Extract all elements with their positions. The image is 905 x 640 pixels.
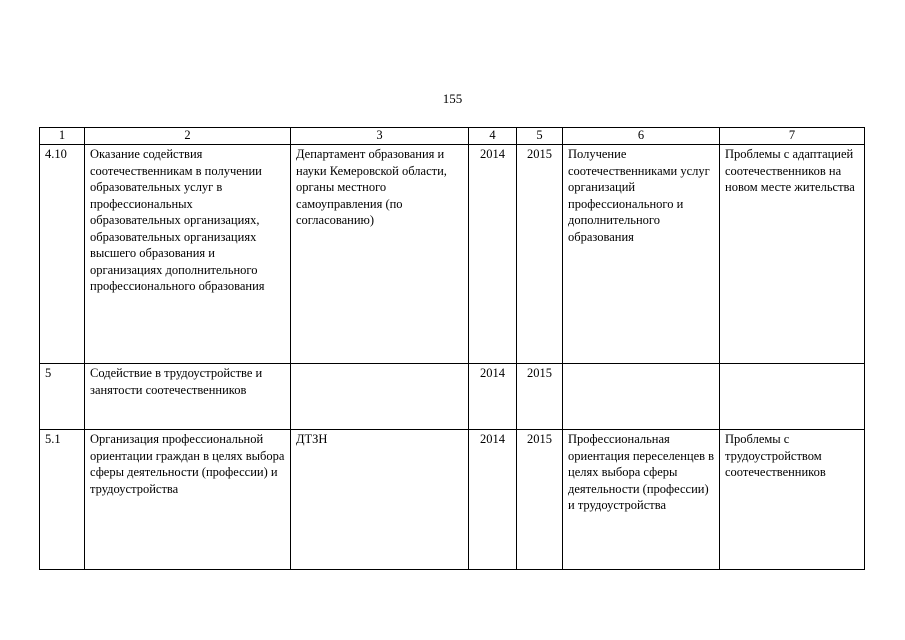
activity-cell: Организация профессиональной ориентации граждан в целях выбора сферы деятельности (профессии) и трудоустройства [85,430,291,570]
executor-cell: Департамент образования и науки Кемеровской области, органы местного самоуправления (по согласованию) [291,145,469,364]
column-header: 1 [40,128,85,145]
risk-cell [720,364,865,430]
executor-cell [291,364,469,430]
table-header-row [40,128,865,145]
executor-cell: ДТЗН [291,430,469,570]
column-header: 7 [720,128,865,145]
program-table [39,127,865,570]
row-number-cell: 5.1 [40,430,85,570]
result-cell: Получение соотечественниками услуг организаций профессионального и дополнительного образования [563,145,720,364]
activity-cell: Оказание содействия соотечественникам в получении образовательных услуг в профессиональных образовательных организациях, образовательных организациях высшего образования и организациях дополнительного профессионального образования [85,145,291,364]
end-year-cell: 2015 [517,430,563,570]
start-year-cell: 2014 [469,145,517,364]
risk-cell: Проблемы с адаптацией соотечественников на новом месте жительства [720,145,865,364]
row-number-cell: 5 [40,364,85,430]
row-number-cell: 4.10 [40,145,85,364]
activity-cell: Содействие в трудоустройстве и занятости соотечественников [85,364,291,430]
risk-cell: Проблемы с трудоустройством соотечественников [720,430,865,570]
end-year-cell: 2015 [517,145,563,364]
column-header: 2 [85,128,291,145]
table-row [40,364,865,430]
start-year-cell: 2014 [469,430,517,570]
table-row [40,430,865,570]
column-header: 5 [517,128,563,145]
column-header: 4 [469,128,517,145]
start-year-cell: 2014 [469,364,517,430]
end-year-cell: 2015 [517,364,563,430]
column-header: 3 [291,128,469,145]
result-cell [563,364,720,430]
result-cell: Профессиональная ориентация переселенцев в целях выбора сферы деятельности (профессии) и трудоустройства [563,430,720,570]
column-header: 6 [563,128,720,145]
page-number: 155 [442,91,463,106]
table-row [40,145,865,364]
